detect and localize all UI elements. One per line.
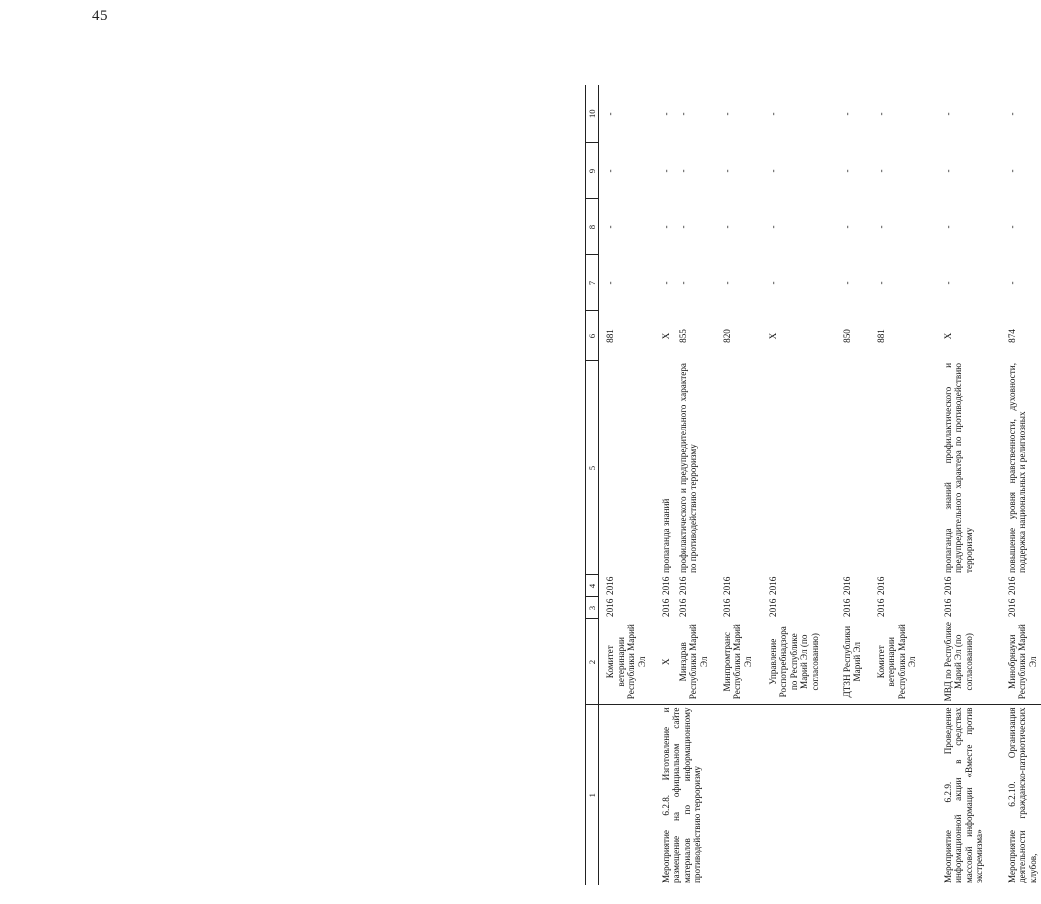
value-cell: - <box>841 225 852 229</box>
value-cell: - <box>721 225 732 229</box>
end-year-cell: 2016 <box>660 576 671 595</box>
result-cell: повышение уровня нравственности, духовности, поддержка национальных и религиозных <box>1006 363 1028 573</box>
value-cell: - <box>605 169 616 173</box>
value-cell: - <box>660 281 671 285</box>
start-year-cell: 2016 <box>767 598 778 617</box>
value-cell: - <box>841 169 852 173</box>
code-cell: 850 <box>841 329 852 343</box>
result-cell <box>767 361 841 575</box>
measures-table <box>585 85 1041 885</box>
value-cell: - <box>660 112 671 116</box>
start-year-cell: 2016 <box>841 598 852 617</box>
header-cell: 5 <box>586 361 599 575</box>
value-cell: - <box>767 112 778 116</box>
executor-cell: Х <box>660 658 671 666</box>
measure-cell: Мероприятие 6.2.9. Проведение информационной акции в средствах массовой информации «Вместе против экстремизма» <box>933 705 1001 885</box>
end-year-cell: 2016 <box>677 576 688 595</box>
page-number: 45 <box>92 8 108 24</box>
value-cell: - <box>721 169 732 173</box>
value-cell: - <box>767 281 778 285</box>
value-cell: - <box>942 169 953 173</box>
code-cell: 874 <box>1006 329 1017 343</box>
end-year-cell: 2016 <box>942 576 953 595</box>
value-cell: - <box>660 225 671 229</box>
header-cell: 6 <box>586 311 599 361</box>
value-cell: - <box>942 225 953 229</box>
value-cell: - <box>1006 225 1017 229</box>
end-year-cell: 2016 <box>875 576 886 595</box>
header-cell: 10 <box>586 85 599 143</box>
header-cell: 7 <box>586 255 599 311</box>
executor-cell: ДТЗН Республики Марий Эл <box>841 626 863 698</box>
value-cell: - <box>677 225 688 229</box>
code-cell: Х <box>942 332 953 340</box>
value-cell: - <box>721 281 732 285</box>
executor-cell: Комитет ветеринарии Республики Марий Эл <box>875 624 918 700</box>
result-cell <box>721 361 767 575</box>
value-cell: - <box>875 112 886 116</box>
start-year-cell: 2016 <box>1006 598 1017 617</box>
code-cell: 820 <box>721 329 732 343</box>
code-cell: Х <box>660 332 671 340</box>
executor-cell: Минобрнауки Республики Марий Эл <box>1006 624 1038 700</box>
table-row <box>599 85 651 885</box>
code-cell: 881 <box>605 329 616 343</box>
table-row <box>933 85 1001 885</box>
end-year-cell: 2016 <box>605 576 616 595</box>
value-cell: - <box>721 112 732 116</box>
end-year-cell: 2016 <box>1006 576 1017 595</box>
value-cell: - <box>605 225 616 229</box>
value-cell: - <box>767 225 778 229</box>
result-cell <box>841 361 875 575</box>
executor-cell: Минпромтранс Республики Марий Эл <box>721 624 753 700</box>
end-year-cell: 2016 <box>767 576 778 595</box>
header-cell: 1 <box>586 705 599 885</box>
rotated-table-container <box>585 85 1040 885</box>
table-row <box>651 85 677 885</box>
code-cell: 881 <box>875 329 886 343</box>
executor-cell: Управление Роспотребнадзора по Республике Марий Эл (по согласованию) <box>767 626 820 698</box>
header-cell: 9 <box>586 143 599 199</box>
value-cell: - <box>875 225 886 229</box>
value-cell: - <box>605 112 616 116</box>
value-cell: - <box>875 281 886 285</box>
executor-cell: Минздрав Республики Марий Эл <box>677 624 709 700</box>
measure-cell <box>599 705 651 885</box>
start-year-cell: 2016 <box>660 598 671 617</box>
header-cell: 3 <box>586 597 599 619</box>
value-cell: - <box>605 281 616 285</box>
start-year-cell: 2016 <box>605 598 616 617</box>
header-cell: 2 <box>586 619 599 705</box>
value-cell: - <box>1006 112 1017 116</box>
result-cell <box>875 361 933 575</box>
value-cell: - <box>1006 281 1017 285</box>
value-cell: - <box>677 112 688 116</box>
result-cell: пропаганда знаний <box>660 498 671 573</box>
value-cell: - <box>677 169 688 173</box>
start-year-cell: 2016 <box>875 598 886 617</box>
header-cell: 4 <box>586 575 599 597</box>
measure-cell: Мероприятие 6.2.10. Организация деятельности гражданско-патриотических клубов, <box>1001 705 1041 885</box>
table-header-row <box>586 85 599 885</box>
value-cell: - <box>841 281 852 285</box>
executor-cell: МВД по Республике Марий Эл (по согласованию) <box>942 622 974 702</box>
value-cell: - <box>767 169 778 173</box>
start-year-cell: 2016 <box>677 598 688 617</box>
value-cell: - <box>942 112 953 116</box>
value-cell: - <box>942 281 953 285</box>
value-cell: - <box>677 281 688 285</box>
value-cell: - <box>1006 169 1017 173</box>
start-year-cell: 2016 <box>721 598 732 617</box>
code-cell: 855 <box>677 329 688 343</box>
table-row <box>1001 85 1041 885</box>
result-cell: профилактического и предупредительного характера по противодействию терроризму <box>677 363 699 573</box>
value-cell: - <box>841 112 852 116</box>
result-cell: пропаганда знаний профилактического и предупредительного характера по противодействию терроризму <box>942 363 974 573</box>
start-year-cell: 2016 <box>942 598 953 617</box>
value-cell: - <box>875 169 886 173</box>
header-cell: 8 <box>586 199 599 255</box>
value-cell: - <box>660 169 671 173</box>
code-cell: Х <box>767 332 778 340</box>
end-year-cell: 2016 <box>721 576 732 595</box>
measure-cell: Мероприятие 6.2.8. Изготовление и размещение на официальном сайте материалов по информационному противодействию терроризму <box>651 705 933 885</box>
end-year-cell: 2016 <box>841 576 852 595</box>
executor-cell: Комитет ветеринарии Республики Марий Эл <box>605 624 647 700</box>
result-cell <box>599 361 651 575</box>
